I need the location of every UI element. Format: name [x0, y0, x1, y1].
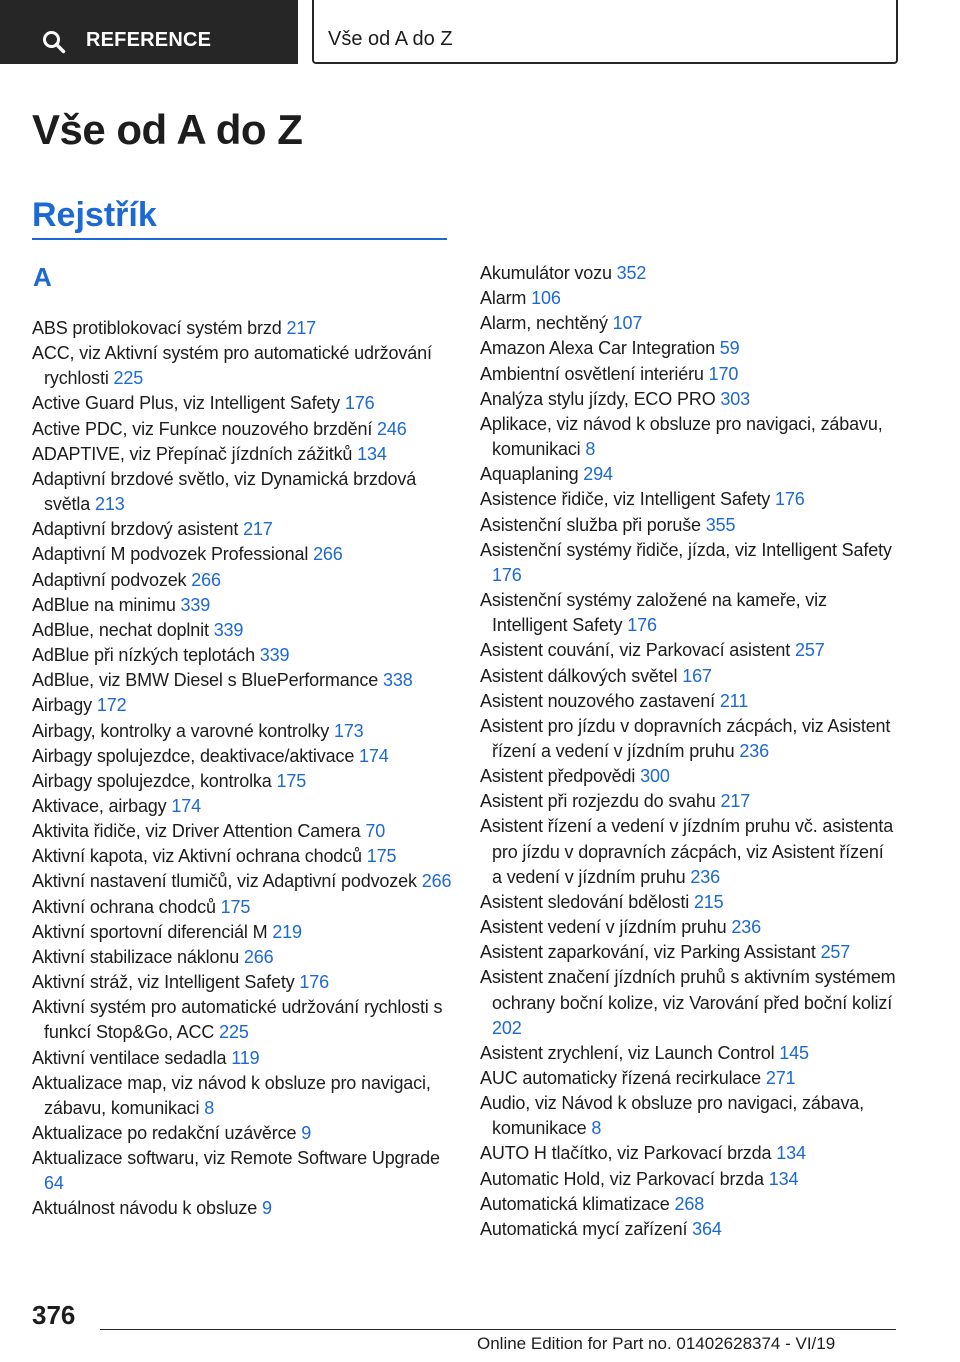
- index-page-link[interactable]: 217: [720, 791, 751, 812]
- index-entry-text: ACC, viz Aktivní systém pro automatické udržování rychlosti: [32, 343, 432, 389]
- index-page-link[interactable]: 8: [204, 1097, 215, 1118]
- index-entry-text: Aplikace, viz návod k obsluze pro navigaci, zábavu, komunikaci: [480, 413, 883, 460]
- index-entry-text: Aktualizace po redakční uzávěrce: [32, 1123, 302, 1143]
- index-entry: [480, 336, 898, 361]
- index-page-link[interactable]: 134: [768, 1168, 799, 1189]
- index-entry: [32, 1146, 452, 1196]
- index-page-link[interactable]: 236: [690, 866, 720, 887]
- footer-divider: [100, 1329, 896, 1330]
- index-entry: [480, 1167, 898, 1192]
- index-page-link[interactable]: 173: [333, 720, 364, 741]
- index-entry: [480, 538, 898, 588]
- index-entry: [32, 945, 452, 970]
- heading-divider: [32, 238, 447, 240]
- index-page-link[interactable]: 294: [583, 464, 613, 485]
- index-entry-text: Asistent couvání, viz Parkovací asistent: [480, 640, 795, 661]
- index-page-link[interactable]: 176: [344, 393, 375, 414]
- index-page-link[interactable]: 266: [191, 569, 221, 590]
- index-entry-text: ADAPTIVE, viz Přepínač jízdních zážitků: [32, 443, 358, 464]
- index-page-link[interactable]: 236: [731, 917, 761, 938]
- index-entry-text: Asistent vedení v jízdním pruhu: [480, 917, 732, 938]
- index-entry: [32, 593, 452, 618]
- index-page-link[interactable]: 9: [301, 1123, 312, 1143]
- index-page-link[interactable]: 106: [531, 288, 561, 309]
- index-entry-text: Asistent zaparkování, viz Parking Assistant: [480, 942, 821, 963]
- index-page-link[interactable]: 176: [775, 489, 805, 510]
- index-page-link[interactable]: 236: [739, 740, 769, 761]
- index-page-link[interactable]: 119: [231, 1047, 260, 1068]
- index-entry: [32, 341, 452, 391]
- index-entry: [32, 719, 452, 744]
- index-page-link[interactable]: 352: [616, 263, 647, 283]
- index-entry: [480, 689, 898, 714]
- index-entry-text: Airbagy spolujezdce, deaktivace/aktivace: [32, 745, 360, 766]
- index-page-link[interactable]: 246: [377, 418, 407, 439]
- letter-heading: A: [33, 262, 52, 292]
- index-column-left: [32, 316, 452, 1222]
- index-entry-text: Asistent nouzového zastavení: [480, 690, 720, 711]
- index-entry-text: Ambientní osvětlení interiéru: [480, 363, 709, 384]
- index-entry: [480, 311, 898, 336]
- index-entry: [480, 1041, 898, 1066]
- index-entry: [32, 995, 452, 1045]
- index-entry: [480, 965, 898, 1040]
- section-heading: Rejstřík: [32, 196, 157, 234]
- index-entry: [480, 890, 898, 915]
- index-page-link[interactable]: 59: [719, 338, 740, 359]
- page-number: 376: [32, 1300, 76, 1330]
- index-page-link[interactable]: 266: [421, 871, 452, 892]
- index-entry: [480, 286, 898, 311]
- section-tab-label: Vše od A do Z: [328, 28, 453, 50]
- index-entry-text: AdBlue, nechat doplnit: [32, 619, 214, 640]
- index-entry-text: Aktivní ventilace sedadla: [32, 1047, 232, 1068]
- index-page-link[interactable]: 175: [220, 896, 251, 917]
- index-page-link[interactable]: 271: [765, 1068, 796, 1088]
- index-page-link[interactable]: 268: [674, 1193, 705, 1214]
- index-entry-text: Airbagy spolujezdce, kontrolka: [32, 770, 277, 791]
- index-entry-text: AUTO H tlačítko, viz Parkovací brzda: [480, 1143, 777, 1164]
- index-entry-text: Asistent dálkových světel: [480, 665, 683, 686]
- index-entry-text: Active PDC, viz Funkce nouzového brzdění: [32, 418, 378, 439]
- index-entry: [480, 462, 898, 487]
- index-entry-text: Aktualizace map, viz návod k obsluze pro navigaci, zábavu, komunikaci: [32, 1072, 431, 1118]
- index-entry: [480, 789, 898, 814]
- index-entry: [480, 764, 898, 789]
- index-entry-text: Adaptivní podvozek: [32, 569, 192, 590]
- index-page-link[interactable]: 176: [299, 972, 330, 993]
- index-entry-text: Aktivní systém pro automatické udržování rychlosti s funkcí Stop&Go, ACC: [32, 997, 443, 1043]
- index-entry: [32, 668, 452, 693]
- index-entry-text: Adaptivní brzdové světlo, viz Dynamická brzdová světla: [32, 468, 417, 515]
- index-entry-text: AdBlue při nízkých teplotách: [32, 645, 260, 666]
- index-page-link[interactable]: 215: [693, 891, 724, 912]
- index-page-link[interactable]: 202: [492, 1017, 522, 1038]
- index-entry-text: Asistence řidiče, viz Intelligent Safety: [480, 489, 775, 510]
- index-entry: [32, 693, 452, 718]
- index-entry: [32, 920, 452, 945]
- index-entry-text: Akumulátor vozu: [480, 263, 617, 283]
- reference-tab[interactable]: [0, 0, 298, 64]
- index-page-link[interactable]: 170: [708, 363, 739, 384]
- index-entry: [480, 1141, 898, 1166]
- index-page-link[interactable]: 107: [612, 313, 643, 334]
- index-entry: [480, 814, 898, 889]
- index-page-link[interactable]: 300: [640, 766, 670, 787]
- header-bar: [0, 0, 960, 66]
- index-entry: [480, 638, 898, 663]
- index-entry-text: Amazon Alexa Car Integration: [480, 338, 720, 359]
- index-page-link[interactable]: 303: [720, 388, 750, 409]
- index-entry-text: Asistent při rozjezdu do svahu: [480, 791, 721, 812]
- index-page-link[interactable]: 8: [585, 439, 596, 460]
- index-entry-text: Asistenční systémy řidiče, jízda, viz Intelligent Safety: [480, 539, 892, 560]
- index-page-link[interactable]: 355: [705, 514, 736, 535]
- index-entry-text: Asistent sledování bdělosti: [480, 891, 694, 912]
- index-entry: [32, 417, 452, 442]
- section-tab[interactable]: [312, 0, 898, 64]
- index-entry-text: AdBlue, viz BMW Diesel s BluePerformance: [32, 670, 383, 691]
- index-entry-text: Asistenční systémy založené na kameře, viz Intelligent Safety: [480, 590, 827, 636]
- index-entry: [32, 844, 452, 869]
- index-page-link[interactable]: 364: [692, 1218, 722, 1239]
- index-entry-text: Asistent zrychlení, viz Launch Control: [480, 1042, 780, 1063]
- index-page-link[interactable]: 70: [365, 821, 386, 842]
- index-entry-text: Aktivní ochrana chodců: [32, 896, 221, 917]
- index-entry: [480, 1192, 898, 1217]
- index-page-link[interactable]: 176: [492, 564, 522, 585]
- index-entry-text: Aktivní stabilizace náklonu: [32, 946, 244, 967]
- index-page-link[interactable]: 134: [357, 443, 387, 464]
- index-page-link[interactable]: 213: [94, 494, 125, 515]
- index-entry-text: Aktivní stráž, viz Intelligent Safety: [32, 972, 300, 993]
- index-page-link[interactable]: 175: [366, 846, 397, 867]
- index-entry-text: Alarm, nechtěný: [480, 313, 613, 334]
- index-entry: [480, 915, 898, 940]
- index-entry: [480, 664, 898, 689]
- index-entry: [32, 869, 452, 894]
- index-entry-text: Asistenční služba při poruše: [480, 514, 706, 535]
- index-entry: [32, 1071, 452, 1121]
- index-entry: [32, 618, 452, 643]
- index-entry: [480, 412, 898, 462]
- index-entry-text: Audio, viz Návod k obsluze pro navigaci, zábava, komunikace: [480, 1093, 865, 1139]
- index-entry: [480, 940, 898, 965]
- index-column-right: [480, 261, 898, 1242]
- index-page-link[interactable]: 339: [213, 619, 244, 640]
- index-entry: [480, 588, 898, 638]
- index-entry-text: Automatická mycí zařízení: [480, 1218, 693, 1239]
- index-page-link[interactable]: 217: [243, 519, 273, 540]
- index-entry-text: Active Guard Plus, viz Intelligent Safety: [32, 393, 345, 414]
- index-entry-text: Airbagy, kontrolky a varovné kontrolky: [32, 720, 334, 741]
- page-title: Vše od A do Z: [32, 106, 303, 153]
- index-entry: [480, 362, 898, 387]
- index-entry-text: Alarm: [480, 288, 532, 309]
- index-entry: [32, 819, 452, 844]
- index-entry-text: Aktuálnost návodu k obsluze: [32, 1198, 262, 1219]
- index-entry: [32, 542, 452, 567]
- index-page-link[interactable]: 64: [44, 1173, 64, 1194]
- index-page-link[interactable]: 266: [313, 544, 343, 565]
- index-entry: [32, 794, 452, 819]
- index-entry: [32, 895, 452, 920]
- index-entry: [32, 1121, 452, 1146]
- index-entry: [480, 387, 898, 412]
- index-entry-text: Airbagy: [32, 695, 97, 716]
- index-page-link[interactable]: 211: [719, 690, 749, 711]
- index-entry-text: Asistent řízení a vedení v jízdním pruhu vč. asistenta pro jízdu v dopravních zácpách, viz Asistent řízení a vedení v jízdním pruhu: [480, 816, 894, 887]
- index-entry: [32, 391, 452, 416]
- index-entry-text: Asistent předpovědi: [480, 766, 641, 787]
- index-entry-text: Asistent pro jízdu v dopravních zácpách, viz Asistent řízení a vedení v jízdním pruhu: [480, 715, 891, 761]
- index-page-link[interactable]: 134: [776, 1143, 806, 1164]
- index-entry: [480, 1217, 898, 1242]
- index-entry: [480, 1066, 898, 1091]
- index-page-link[interactable]: 175: [276, 770, 307, 791]
- index-entry: [32, 769, 452, 794]
- index-page-link[interactable]: 174: [171, 795, 201, 816]
- index-entry: [32, 643, 452, 668]
- index-entry-text: Aktivní sportovní diferenciál M: [32, 921, 273, 942]
- index-entry: [32, 517, 452, 542]
- index-entry: [32, 316, 452, 341]
- index-page-link[interactable]: 8: [591, 1118, 602, 1139]
- index-entry: [480, 714, 898, 764]
- index-page-link[interactable]: 217: [286, 318, 317, 338]
- index-entry-text: Analýza stylu jízdy, ECO PRO: [480, 388, 721, 409]
- index-entry: [480, 487, 898, 512]
- index-entry-text: Aktivní kapota, viz Aktivní ochrana chodců: [32, 846, 367, 867]
- index-entry-text: Aktivní nastavení tlumičů, viz Adaptivní podvozek: [32, 871, 422, 892]
- index-entry: [480, 513, 898, 538]
- index-entry: [32, 970, 452, 995]
- index-entry-text: Asistent značení jízdních pruhů s aktivním systémem ochrany boční kolize, viz Varování před boční kolizí: [480, 967, 896, 1013]
- index-entry: [32, 1046, 452, 1071]
- index-page-link[interactable]: 339: [259, 645, 290, 666]
- reference-label: REFERENCE: [86, 29, 212, 51]
- index-page-link[interactable]: 172: [96, 695, 127, 716]
- index-page-link[interactable]: 167: [682, 665, 712, 686]
- index-entry: [32, 568, 452, 593]
- index-entry: [480, 1091, 898, 1141]
- index-entry-text: AUC automaticky řízená recirkulace: [480, 1068, 766, 1088]
- index-page-link[interactable]: 266: [243, 946, 274, 967]
- index-entry: [32, 442, 452, 467]
- index-page-link[interactable]: 9: [261, 1198, 272, 1219]
- index-entry-text: ABS protiblokovací systém brzd: [32, 318, 287, 338]
- index-page-link[interactable]: 219: [272, 921, 302, 942]
- index-entry-text: Adaptivní M podvozek Professional: [32, 544, 314, 565]
- index-entry: [32, 1196, 452, 1221]
- index-page-link[interactable]: 338: [382, 670, 413, 691]
- index-page-link[interactable]: 225: [113, 368, 144, 389]
- index-entry-text: Adaptivní brzdový asistent: [32, 519, 244, 540]
- index-entry-text: Automatic Hold, viz Parkovací brzda: [480, 1168, 769, 1189]
- index-entry: [480, 261, 898, 286]
- index-entry-text: AdBlue na minimu: [32, 594, 181, 615]
- index-entry-text: Aktivace, airbagy: [32, 795, 172, 816]
- index-entry-text: Aktualizace softwaru, viz Remote Software Upgrade: [32, 1148, 440, 1169]
- index-page-link[interactable]: 225: [219, 1022, 249, 1043]
- index-entry-text: Automatická klimatizace: [480, 1193, 675, 1214]
- index-page-link[interactable]: 257: [795, 640, 825, 661]
- index-entry-text: Aktivita řidiče, viz Driver Attention Camera: [32, 821, 366, 842]
- index-page-link[interactable]: 176: [627, 615, 657, 636]
- index-entry-text: Aquaplaning: [480, 464, 584, 485]
- search-icon: [42, 30, 66, 54]
- index-entry: [32, 467, 452, 517]
- index-entry: [32, 744, 452, 769]
- index-page-link[interactable]: 339: [180, 594, 211, 615]
- index-page-link[interactable]: 145: [779, 1042, 809, 1063]
- footer-edition-text: Online Edition for Part no. 01402628374 - VI/19: [477, 1334, 836, 1353]
- index-page-link[interactable]: 174: [359, 745, 389, 766]
- index-page-link[interactable]: 257: [820, 942, 851, 963]
